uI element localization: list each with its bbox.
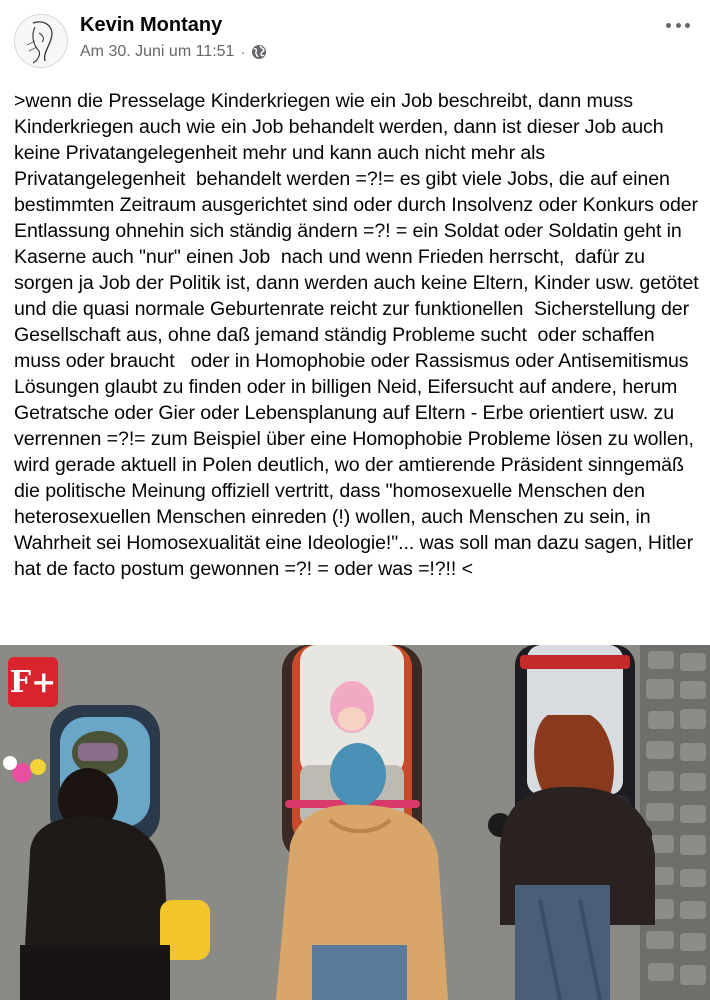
more-dot [685, 23, 690, 28]
more-dot [666, 23, 671, 28]
more-options-icon[interactable] [666, 20, 690, 30]
post-photo[interactable] [0, 645, 710, 1000]
more-dot [676, 23, 681, 28]
avatar[interactable] [14, 14, 68, 68]
post-text: >wenn die Presselage Kinderkriegen wie ein Job beschreibt, dann muss Kinderkriegen auch wie ein Job behandelt werden, dann ist dieser Job auch keine Privatangelegenheit mehr und kann auch nicht mehr als Privatangelegenheit behandelt werden =?!= es gibt viele Jobs, die auf einen bestimmten Zeitraum ausgerichtet sind oder durch Insolvenz oder Konkurs oder Entlassung ohnehin sich ständig ändern =?! = ein Soldat oder Soldatin geht in Kaserne auch "nur" einen Job nach und wenn Frieden herrscht, dafür zu sorgen ja Job der Politik ist, dann werden auch keine Eltern, Kinder usw. getötet und die quasi normale Geburtenrate reicht zur funktionellen Sicherstellung der Gesellschaft aus, ohne daß jemand ständig Probleme sucht oder schaffen muss oder braucht oder in Homophobie oder Rassismus oder Antisemitismus Lösungen glaubt zu finden oder in billigen Neid, Eifersucht auf andere, herum Getratsche oder Gier oder Lebensplanung auf Eltern - Erbe orientiert usw. zu verrennen =?!= zum Beispiel über eine Homophobie Probleme lösen zu wollen, wird gerade aktuell in Polen deutlich, wo der amtierende Präsident sinngemäß die politische Meinung offiziell vertritt, dass "homosexuelle Menschen den heterosexuellen Menschen einreden (!) wollen, auch Menschen zu sein, in Wahrheit sei Homosexualität eine Ideologie!"... was soll man dazu sagen, Hitler hat de facto postum gewonnen =?! = oder was =!?!! < [14, 90, 704, 580]
post-timestamp[interactable]: Am 30. Juni um 11:51 [80, 43, 235, 60]
post-header [0, 0, 710, 80]
avatar-sketch-icon [15, 15, 67, 67]
photo-image [0, 645, 710, 1000]
f-plus-badge[interactable]: F+ [8, 657, 58, 707]
globe-icon[interactable] [251, 44, 267, 60]
post-meta [80, 43, 267, 61]
meta-separator: · [240, 44, 246, 60]
author-name[interactable]: Kevin Montany [80, 14, 223, 36]
